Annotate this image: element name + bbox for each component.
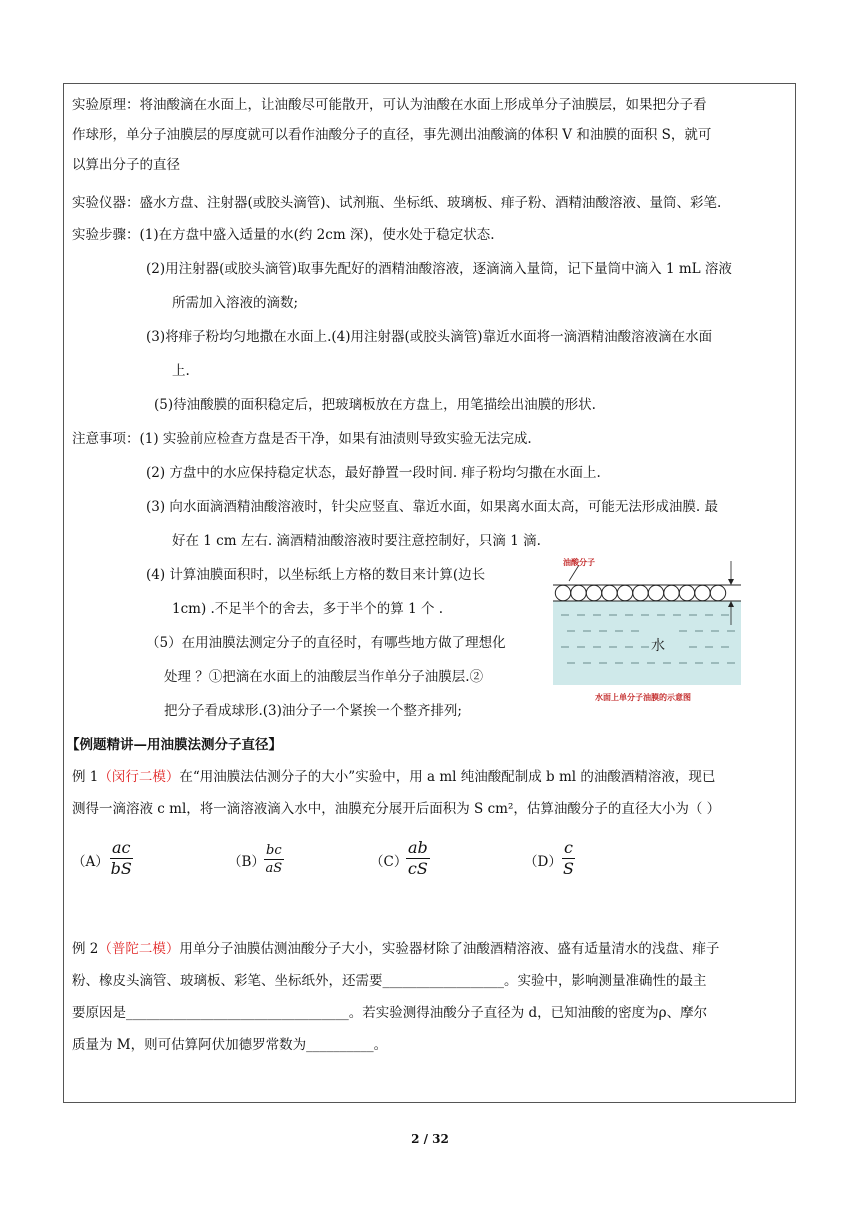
option-d-numerator: c [564,838,573,857]
example-1-prefix: 例 1 [72,769,99,785]
note-3-line-2: 好在 1 cm 左右. 滴酒精油酸溶液时要注意控制好，只滴 1 滴. [172,533,541,549]
option-c-label: （C） [370,854,408,870]
example-2-line-3: 要原因是_________________________________。若实验测得油酸分子直径为 d，已知油酸的密度为ρ、摩尔 [72,1005,708,1021]
option-a-denominator: bS [110,859,132,878]
example-2-line-2: 粉、橡皮头滴管、玻璃板、彩笔、坐标纸外，还需要__________________。实验中，影响测量准确性的最主 [72,973,707,989]
arrowhead-top [728,579,734,585]
step-2-line-1: (2)用注射器(或胶头滴管)取事先配好的酒精油酸溶液，逐滴滴入量筒，记下量筒中滴入 1 mL 溶液 [146,261,732,277]
oil-molecule-row [555,585,725,600]
example-2-source: （普陀二模） [98,941,180,957]
oil-molecule [617,585,632,600]
principle-line-2: 作球形，单分子油膜层的厚度就可以看作油酸分子的直径，事先测出油酸滴的体积 V 和油膜的面积 S，就可 [72,127,712,143]
oil-film-svg [551,555,747,707]
option-a-numerator: ac [112,838,131,857]
oil-molecule [555,585,570,600]
example-2-line-4: 质量为 M，则可估算阿伏加德罗常数为__________。 [72,1037,388,1053]
step-3-line-2: 上. [172,363,190,379]
instruments-line: 实验仪器：盛水方盘、注射器(或胶头滴管)、试剂瓶、坐标纸、玻璃板、痱子粉、酒精油酸溶液、量筒、彩笔. [72,195,722,211]
example-2-text-1: 用单分子油膜估测油酸分子大小，实验器材除了油酸酒精溶液、盛有适量清水的浅盘、痱子 [179,941,720,957]
option-d-label: （D） [524,854,562,870]
step-5: (5)待油酸膜的面积稳定后，把玻璃板放在方盘上，用笔描绘出油膜的形状. [154,397,596,413]
note-1: 注意事项：(1) 实验前应检查方盘是否干净，如果有油渍则导致实验无法完成. [72,431,532,447]
principle-line-3: 以算出分子的直径 [72,157,180,173]
oil-molecule [602,585,617,600]
option-b-denominator: aS [265,861,283,876]
option-b-numerator: bc [266,843,282,858]
oil-film-diagram [551,555,747,707]
option-d-denominator: S [563,859,574,878]
figure-caption: 水面上单分子油膜的示意图 [595,692,691,702]
note-5-line-3: 把分子看成球形.(3)油分子一个紧挨一个整齐排列; [164,703,462,719]
example-1-source: （闵行二模） [98,769,180,785]
option-b-fraction [264,842,284,877]
step-1: 实验步骤：(1)在方盘中盛入适量的水(约 2cm 深)，使水处于稳定状态. [72,227,495,243]
section-title: 【例题精讲—用油膜法测分子直径】 [66,737,282,753]
option-b-label: （B） [228,854,265,870]
water-label: 水 [651,638,665,654]
option-d-fraction [562,838,575,879]
note-4-line-2: 1cm) .不足半个的舍去，多于半个的算 1 个 . [172,601,444,617]
note-2: (2) 方盘中的水应保持稳定状态，最好静置一段时间. 痱子粉均匀撒在水面上. [146,465,601,481]
page-number: 2 / 32 [411,1132,449,1146]
example-2-prefix: 例 2 [72,941,99,957]
example-1-text-1: 在“用油膜法估测分子的大小”实验中，用 a ml 纯油酸配制成 b ml 的油酸酒精溶液，现已 [179,769,716,785]
principle-line-1: 实验原理：将油酸滴在水面上，让油酸尽可能散开，可认为油酸在水面上形成单分子油膜层，如果把分子看 [72,97,707,113]
example-1-line-1 [72,768,715,786]
option-c-numerator: ab [408,838,428,857]
note-5-line-1: （5）在用油膜法测定分子的直径时，有哪些地方做了理想化 [146,635,506,651]
step-2-line-2: 所需加入溶液的滴数; [172,295,299,311]
example-1-line-2: 测得一滴溶液 c ml，将一滴溶液滴入水中，油膜充分展开后面积为 S cm²，估算油酸分子的直径大小为（ ） [72,801,721,817]
molecule-label: 油酸分子 [563,557,595,567]
step-3-line-1: (3)将痱子粉均匀地撒在水面上.(4)用注射器(或胶头滴管)靠近水面将一滴酒精油酸溶液滴在水面 [146,329,713,345]
option-c-fraction [406,838,430,879]
oil-molecule [679,585,694,600]
example-2-line-1 [72,940,719,958]
note-5-line-2: 处理 ？①把滴在水面上的油酸层当作单分子油膜层.② [164,669,484,685]
option-c-denominator: cS [407,859,428,878]
note-4-line-1: (4) 计算油膜面积时，以坐标纸上方格的数目来计算(边长 [146,567,486,583]
oil-molecule [695,585,710,600]
water-region [553,601,741,685]
oil-molecule [586,585,601,600]
oil-molecule [633,585,648,600]
option-a-fraction [110,838,133,879]
note-3-line-1: (3) 向水面滴酒精油酸溶液时，针尖应竖直、靠近水面，如果离水面太高，可能无法形成油膜. 最 [146,499,718,515]
oil-molecule [710,585,725,600]
oil-molecule [571,585,586,600]
oil-molecule [648,585,663,600]
option-a-label: （A） [72,854,109,870]
oil-molecule [664,585,679,600]
